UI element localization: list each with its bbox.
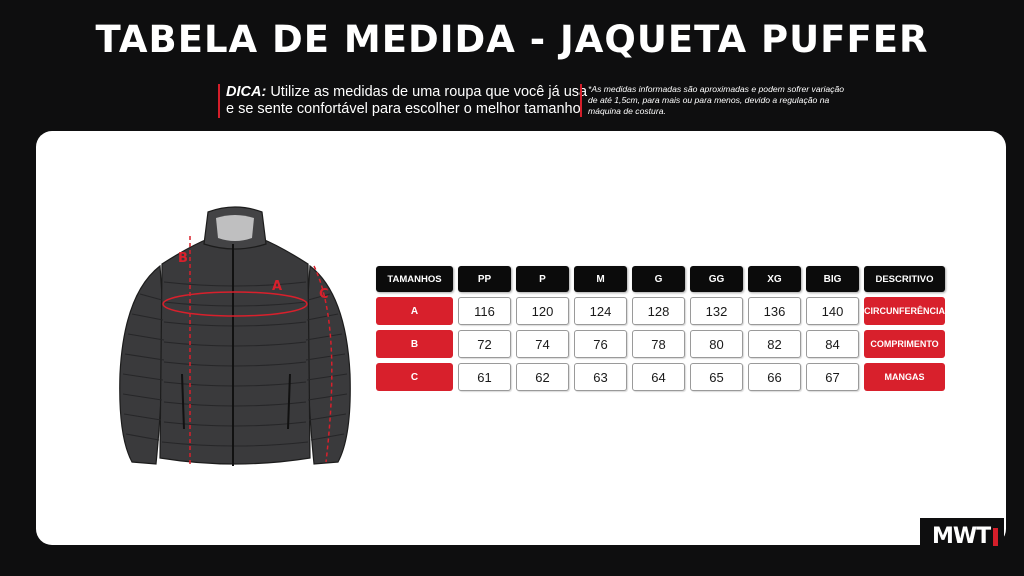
cell-a-pp: 116	[458, 297, 511, 325]
header-size-big: BIG	[806, 266, 859, 292]
cell-c-p: 62	[516, 363, 569, 391]
jacket-drawing	[110, 204, 360, 474]
jacket-illustration	[110, 204, 360, 474]
table-row-b	[376, 330, 945, 358]
cell-c-xg: 66	[748, 363, 801, 391]
label-a: A	[272, 279, 283, 294]
tip-line-1	[226, 84, 587, 101]
tip-label: DICA:	[226, 84, 267, 100]
header-size-pp: PP	[458, 266, 511, 292]
page-title: TABELA DE MEDIDA - JAQUETA PUFFER	[95, 18, 929, 61]
label-c: C	[319, 287, 329, 302]
header-size-p: P	[516, 266, 569, 292]
cell-a-big: 140	[806, 297, 859, 325]
table-row-c	[376, 363, 945, 391]
cell-c-g: 64	[632, 363, 685, 391]
cell-c-big: 67	[806, 363, 859, 391]
cell-b-big: 84	[806, 330, 859, 358]
desc-a: CIRCUNFERÊNCIA	[864, 297, 945, 325]
cell-b-xg: 82	[748, 330, 801, 358]
tip-box	[218, 84, 587, 118]
size-table	[371, 261, 950, 396]
size-header-row	[376, 266, 945, 292]
row-label-a: A	[376, 297, 453, 325]
header-tamanhos: TAMANHOS	[376, 266, 453, 292]
cell-c-gg: 65	[690, 363, 743, 391]
cell-a-xg: 136	[748, 297, 801, 325]
table-row-a	[376, 297, 945, 325]
row-label-b: B	[376, 330, 453, 358]
logo-text: MWT	[932, 524, 991, 549]
logo-accent-bar	[993, 528, 998, 546]
cell-b-p: 74	[516, 330, 569, 358]
cell-a-gg: 132	[690, 297, 743, 325]
header-size-gg: GG	[690, 266, 743, 292]
header-size-m: M	[574, 266, 627, 292]
cell-a-m: 124	[574, 297, 627, 325]
cell-b-m: 76	[574, 330, 627, 358]
header-descritivo: DESCRITIVO	[864, 266, 945, 292]
row-label-c: C	[376, 363, 453, 391]
desc-b: COMPRIMENTO	[864, 330, 945, 358]
label-b: B	[178, 251, 188, 266]
cell-a-g: 128	[632, 297, 685, 325]
cell-b-pp: 72	[458, 330, 511, 358]
cell-b-gg: 80	[690, 330, 743, 358]
measurement-note: *As medidas informadas são aproximadas e podem sofrer variação de até 1,5cm, para mais ou para menos, devido a regulação na máquina de costura.	[580, 84, 848, 117]
cell-c-pp: 61	[458, 363, 511, 391]
header-size-g: G	[632, 266, 685, 292]
header-size-xg: XG	[748, 266, 801, 292]
cell-c-m: 63	[574, 363, 627, 391]
desc-c: MANGAS	[864, 363, 945, 391]
cell-a-p: 120	[516, 297, 569, 325]
tip-text-1: Utilize as medidas de uma roupa que você já usa	[270, 84, 588, 100]
cell-b-g: 78	[632, 330, 685, 358]
tip-text-2: e se sente confortável para escolher o melhor tamanho	[226, 101, 581, 117]
brand-logo	[920, 518, 1004, 558]
